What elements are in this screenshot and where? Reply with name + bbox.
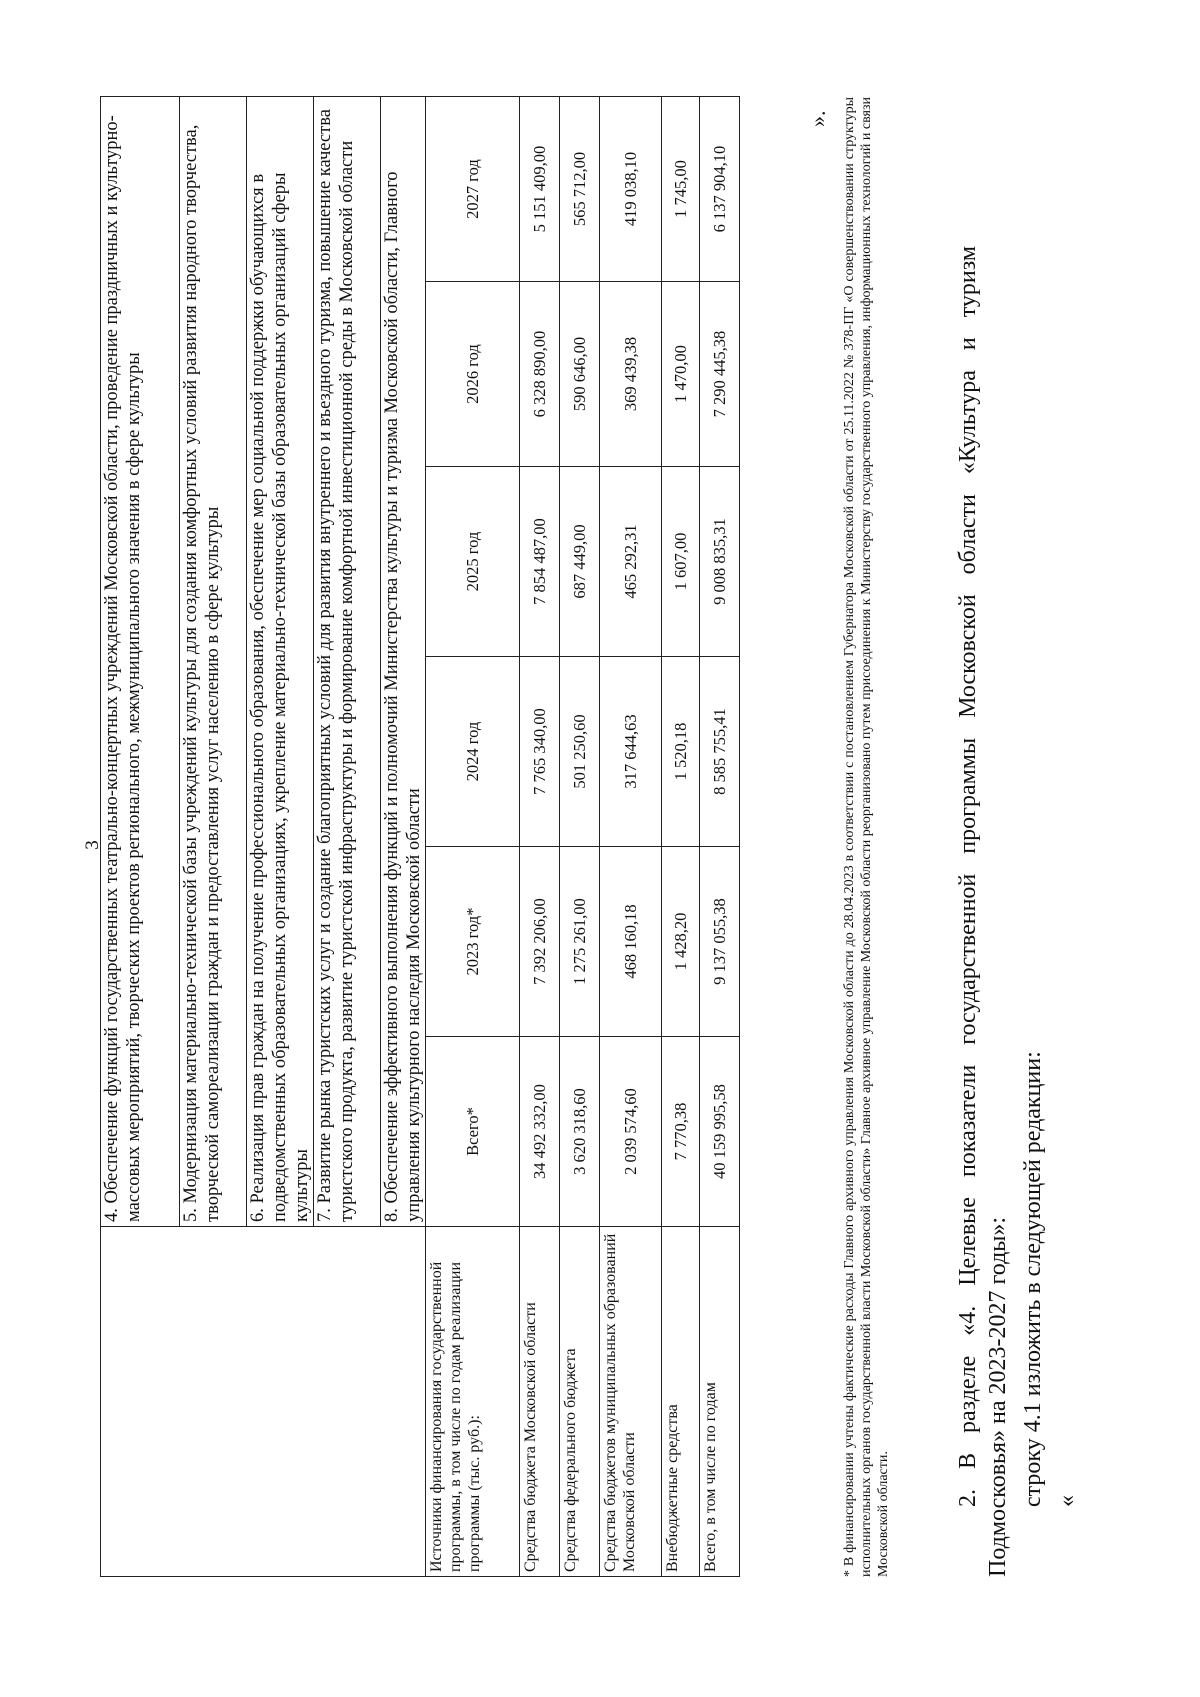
word: разделе bbox=[955, 1355, 981, 1433]
table-row bbox=[700, 97, 740, 1577]
cell-value: 1 520,18 bbox=[662, 657, 700, 847]
cell-value: 6 328 890,00 bbox=[520, 282, 560, 467]
cell-value: 1 745,00 bbox=[662, 97, 700, 282]
cell-value: 7 765 340,00 bbox=[520, 657, 560, 847]
cell-value: 7 770,38 bbox=[662, 1037, 700, 1227]
objective-7: 7. Развитие рынка туристских услуг и создание благоприятных условий для развития внутреннего и въездного туризма, повышение качества туристского продукта, развитие туристской инфраструктуры и формирование комфортной инвестиционной среды в Московской области bbox=[314, 97, 381, 1227]
word: программы bbox=[955, 737, 981, 854]
table-row bbox=[600, 97, 662, 1577]
word: «Культура bbox=[955, 370, 981, 475]
cell-value: 419 038,10 bbox=[600, 97, 662, 282]
row-label: Средства бюджета Московской области bbox=[520, 1227, 560, 1577]
cell-value: 465 292,31 bbox=[600, 467, 662, 657]
cell-value: 8 585 755,41 bbox=[700, 657, 740, 847]
paragraph-2 bbox=[953, 97, 1013, 1577]
cell-value: 468 160,18 bbox=[600, 847, 662, 1037]
cell-value: 7 290 445,38 bbox=[700, 282, 740, 467]
word: 2. bbox=[955, 1489, 981, 1507]
word: показатели bbox=[955, 1064, 981, 1178]
cell-value: 7 392 206,00 bbox=[520, 847, 560, 1037]
row-label: Средства федерального бюджета bbox=[560, 1227, 600, 1577]
cell-value: 40 159 995,58 bbox=[700, 1037, 740, 1227]
cell-value: 34 492 332,00 bbox=[520, 1037, 560, 1227]
row-label: Средства бюджетов муниципальных образований Московской области bbox=[600, 1227, 662, 1577]
word: туризм bbox=[955, 245, 981, 318]
cell-value: 6 137 904,10 bbox=[700, 97, 740, 282]
cell-value: 687 449,00 bbox=[560, 467, 600, 657]
word: В bbox=[955, 1452, 981, 1469]
cell-value: 2 039 574,60 bbox=[600, 1037, 662, 1227]
col-2027: 2027 год bbox=[426, 97, 520, 282]
word: государственной bbox=[955, 873, 981, 1045]
table-row bbox=[662, 97, 700, 1577]
col-2025: 2025 год bbox=[426, 467, 520, 657]
word: «4. bbox=[955, 1305, 981, 1336]
header-label: Источники финансирования государственной программы, в том числе по годам реализации программы (тыс. руб.): bbox=[426, 1227, 520, 1577]
word: Целевые bbox=[955, 1197, 981, 1286]
col-2024: 2024 год bbox=[426, 657, 520, 847]
empty-cell bbox=[101, 1227, 426, 1577]
word: Московской bbox=[955, 594, 981, 718]
word: и bbox=[955, 337, 981, 351]
cell-value: 7 854 487,00 bbox=[520, 467, 560, 657]
cell-value: 9 008 835,31 bbox=[700, 467, 740, 657]
cell-value: 501 250,60 bbox=[560, 657, 600, 847]
col-total: Всего* bbox=[426, 1037, 520, 1227]
col-2026: 2026 год bbox=[426, 282, 520, 467]
objective-5: 5. Модернизация материально-технической базы учреждений культуры для создания комфортных условий развития народного творчества, творческой самореализации граждан и предоставления услуг населению в сфере культуры bbox=[180, 97, 247, 1227]
row-label: Внебюджетные средства bbox=[662, 1227, 700, 1577]
cell-value: 3 620 318,60 bbox=[560, 1037, 600, 1227]
footnote: * В финансировании учтены фактические расходы Главного архивного управления Московской области до 28.04.2023 в соответствии с постановлением Губернатора Московской области от 25.11.2022 № 378-ПГ «О совершенствовании структуры исполнительных органов государственной власти Московской области» Главное архивное управление Московской области реорганизовано путем присоединения к Министерству государственного управления, информационных технологий и связи Московской области. bbox=[842, 97, 891, 1577]
table-row bbox=[520, 97, 560, 1577]
cell-value: 590 646,00 bbox=[560, 282, 600, 467]
cell-value: 317 644,63 bbox=[600, 657, 662, 847]
cell-value: 1 607,00 bbox=[662, 467, 700, 657]
opening-quote: « bbox=[1054, 1495, 1080, 1507]
cell-value: 5 151 409,00 bbox=[520, 97, 560, 282]
page-number: 3 bbox=[82, 840, 103, 850]
row-label: Всего, в том числе по годам bbox=[700, 1227, 740, 1577]
objective-6: 6. Реализация прав граждан на получение профессионального образования, обеспечение мер социальной поддержки обучающихся в подведомственных образовательных организациях, укрепление материально-технической базы образовательных организаций сферы культуры bbox=[247, 97, 314, 1227]
cell-value: 9 137 055,38 bbox=[700, 847, 740, 1037]
paragraph-continuation: Подмосковья» на 2023-2027 годы»: bbox=[985, 1216, 1011, 1577]
cell-value: 1 428,20 bbox=[662, 847, 700, 1037]
paragraph-line-2: строку 4.1 изложить в следующей редакции: bbox=[1020, 1051, 1046, 1507]
finance-table bbox=[100, 96, 740, 1577]
table-row bbox=[560, 97, 600, 1577]
cell-value: 369 439,38 bbox=[600, 282, 662, 467]
closing-quote: ». bbox=[805, 110, 830, 127]
objective-4: 4. Обеспечение функций государственных театрально-концертных учреждений Московской области, проведение праздничных и культурно-массовых мероприятий, творческих проектов регионального, межмуниципального значения в сфере культуры bbox=[101, 97, 180, 1227]
objective-8: 8. Обеспечение эффективного выполнения функций и полномочий Министерства культуры и туризма Московской области, Главного управления культурного наследия Московской области bbox=[381, 97, 426, 1227]
cell-value: 565 712,00 bbox=[560, 97, 600, 282]
cell-value: 1 470,00 bbox=[662, 282, 700, 467]
word: области bbox=[955, 494, 981, 575]
col-2023: 2023 год* bbox=[426, 847, 520, 1037]
cell-value: 1 275 261,00 bbox=[560, 847, 600, 1037]
